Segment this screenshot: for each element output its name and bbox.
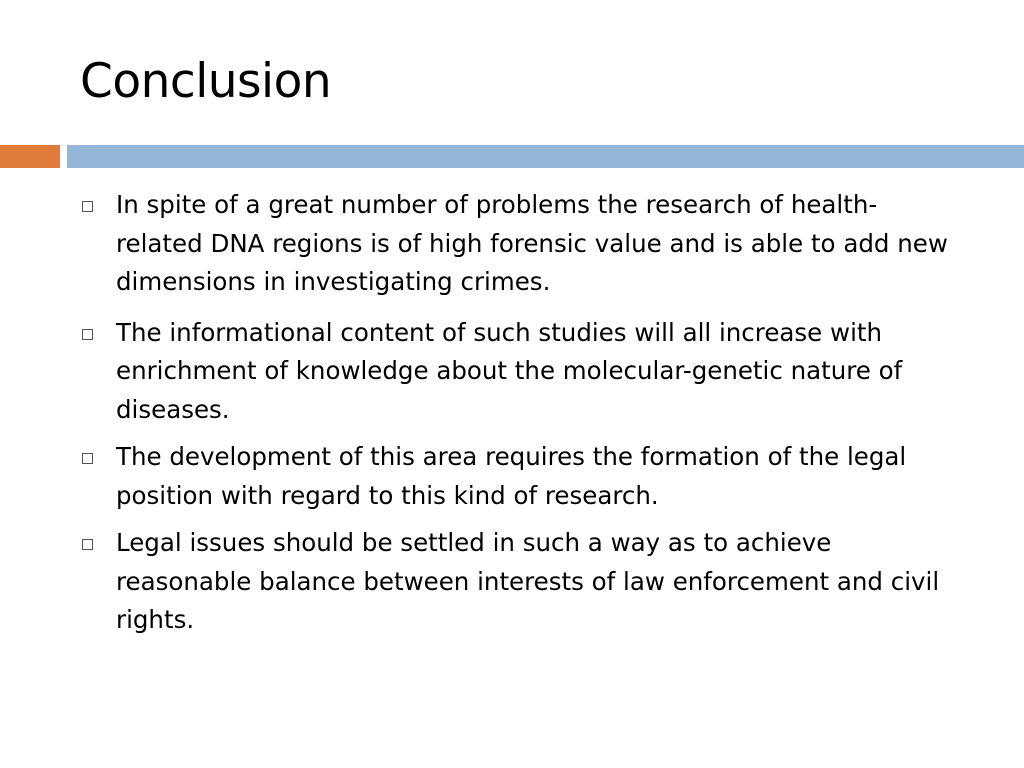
bullet-text: The development of this area requires the formation of the legal position with regard to this kind of research. — [116, 442, 907, 510]
bullet-item — [79, 186, 959, 302]
bullet-list — [79, 186, 959, 652]
square-bullet-icon — [82, 329, 93, 340]
square-bullet-icon — [82, 453, 93, 464]
accent-bar-blue — [67, 145, 1024, 168]
bullet-item — [79, 314, 959, 430]
bullet-text: Legal issues should be settled in such a way as to achieve reasonable balance between interests of law enforcement and civil rights. — [116, 528, 940, 634]
square-bullet-icon — [82, 539, 93, 550]
slide-title: Conclusion — [80, 54, 332, 109]
bullet-item — [79, 524, 959, 640]
bullet-text: In spite of a great number of problems the research of health-related DNA regions is of high forensic value and is able to add new dimensions in investigating crimes. — [116, 190, 948, 296]
accent-bar-orange — [0, 145, 60, 168]
bullet-item — [79, 438, 959, 515]
bullet-text: The informational content of such studies will all increase with enrichment of knowledge about the molecular-genetic nature of diseases. — [116, 317, 903, 424]
square-bullet-icon — [82, 201, 93, 212]
